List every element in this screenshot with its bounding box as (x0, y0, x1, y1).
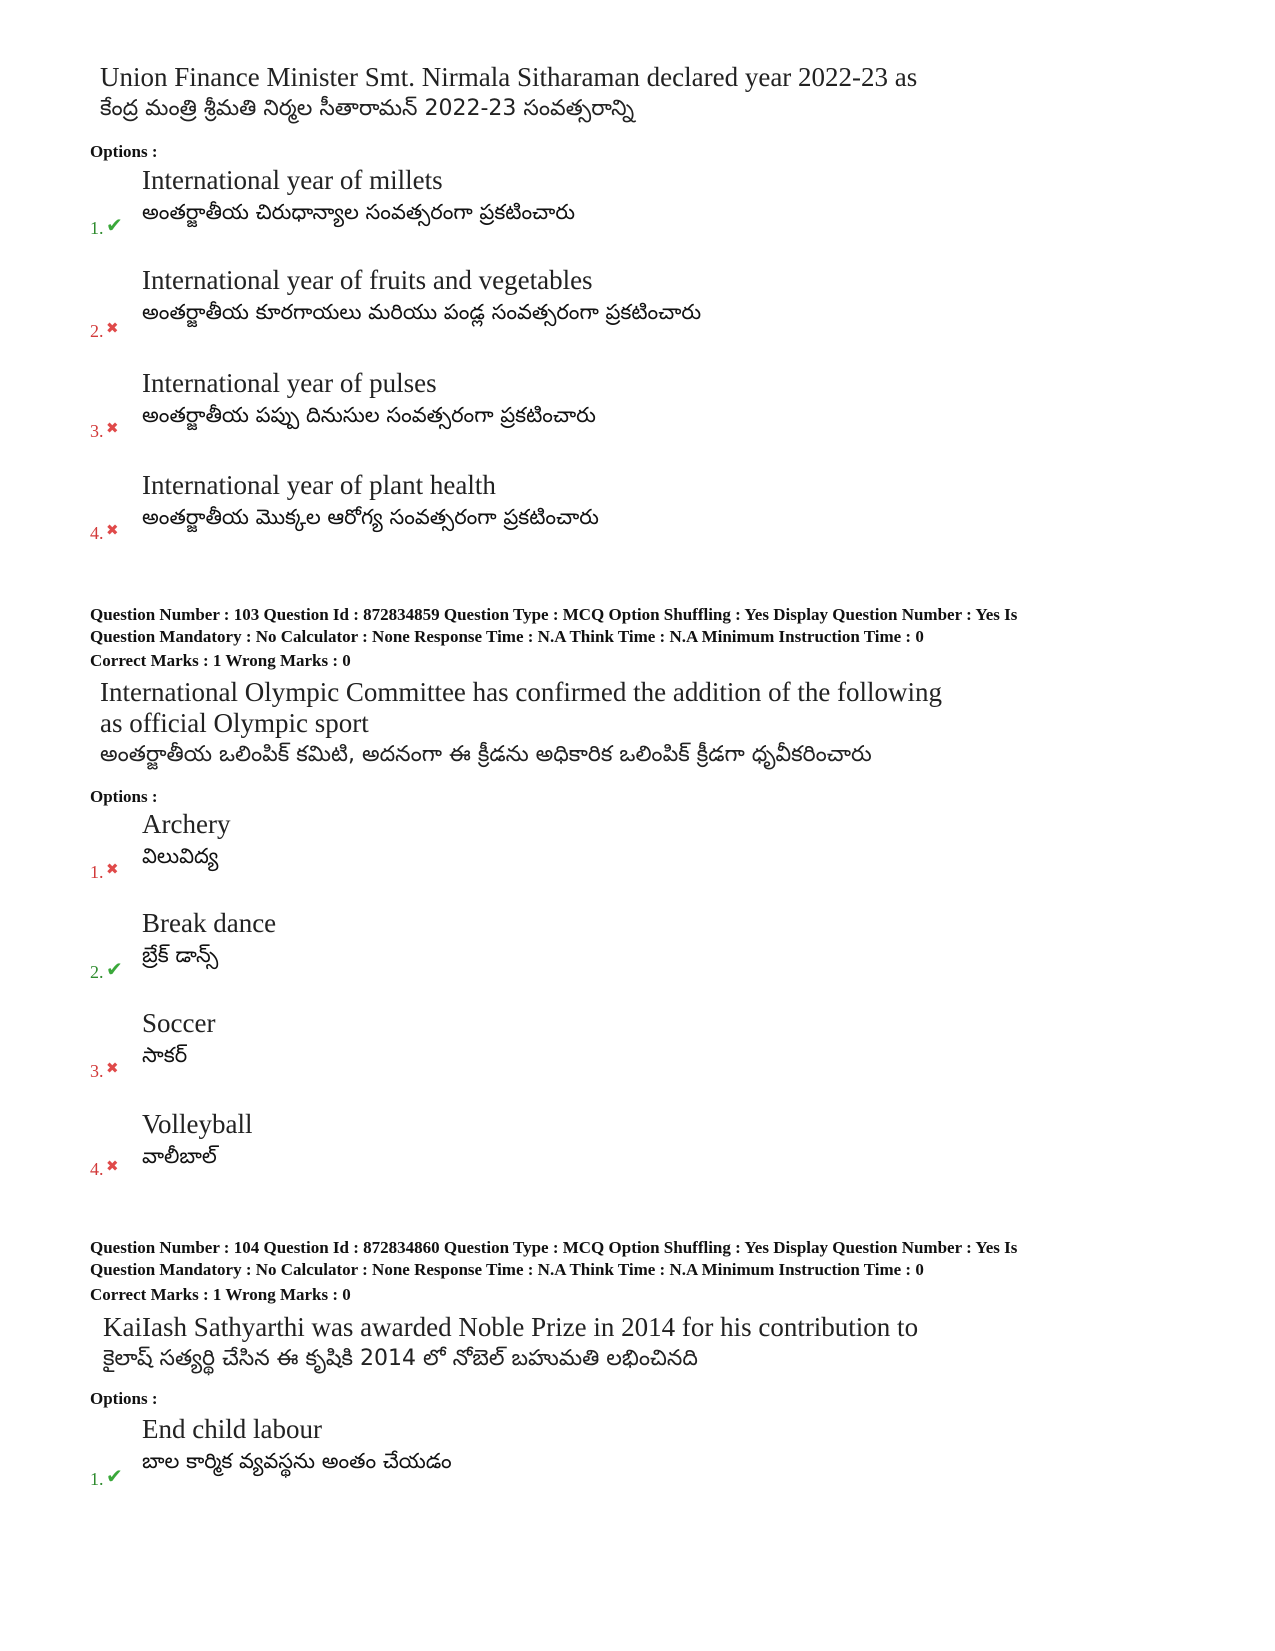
question-102-text-te: కేంద్ర మంత్రి శ్రీమతి నిర్మల సీతారామన్ 2022-23 సంవత్సరాన్ని (100, 96, 635, 121)
q103-option-1 (0, 809, 1275, 899)
q104-option-1-number: 1. (90, 1469, 104, 1489)
q104-option-1 (0, 1414, 1275, 1504)
question-103-text-te: అంతర్జాతీయ ఒలింపిక్ కమిటి, అదనంగా ఈ క్రీడను అధికారిక ఒలింపిక్ క్రీడగా ధృవీకరించారు (100, 742, 872, 767)
question-103-text (100, 677, 942, 771)
question-103-text-en-1: International Olympic Committee has confirmed the addition of the following (100, 677, 943, 707)
q103-option-3 (0, 1008, 1275, 1098)
q102-option-2-number: 2. (90, 321, 104, 341)
q102-option-1-number: 1. (90, 218, 104, 238)
q102-option-1-en: International year of millets (142, 165, 443, 195)
q102-option-4-en: International year of plant health (142, 470, 496, 500)
q104-option-1-te: బాల కార్మిక వ్యవస్థను అంతం చేయడం (142, 1449, 452, 1473)
q103-option-1-en: Archery (142, 809, 231, 839)
q103-meta-line1: Question Number : 103 Question Id : 872834859 Question Type : MCQ Option Shuffling : Yes Display Question Number : Yes Is (90, 605, 1018, 624)
cross-icon: ✖ (106, 1061, 119, 1077)
question-102-text (100, 62, 917, 125)
question-104-text-te: కైలాష్ సత్యర్థి చేసిన ఈ కృషికి 2014 లో నోబెల్ బహుమతి లభించినది (103, 1346, 698, 1371)
q103-meta-line2: Question Mandatory : No Calculator : None Response Time : N.A Think Time : N.A Minimum Instruction Time : 0 (90, 627, 924, 646)
q104-meta-line2: Question Mandatory : No Calculator : None Response Time : N.A Think Time : N.A Minimum Instruction Time : 0 (90, 1260, 924, 1279)
question-102-text-en: Union Finance Minister Smt. Nirmala Sitharaman declared year 2022-23 as (100, 62, 918, 92)
q102-option-3-te: అంతర్జాతీయ పప్పు దినుసుల సంవత్సరంగా ప్రకటించారు (142, 403, 596, 427)
q103-marks: Correct Marks : 1 Wrong Marks : 0 (90, 651, 351, 670)
q103-option-4-en: Volleyball (142, 1109, 253, 1139)
check-icon: ✔ (106, 215, 123, 237)
question-103-text-en-2: as official Olympic sport (100, 708, 369, 738)
q102-option-2-te: అంతర్జాతీయ కూరగాయలు మరియు పండ్ల సంవత్సరంగా ప్రకటించారు (142, 300, 702, 324)
q102-option-3-en: International year of pulses (142, 368, 437, 398)
q103-option-4-number: 4. (90, 1159, 104, 1179)
q102-option-3-number: 3. (90, 421, 104, 441)
q103-option-2-number: 2. (90, 962, 104, 982)
q102-option-1 (0, 165, 1275, 255)
q104-meta (90, 1237, 1200, 1281)
check-icon: ✔ (106, 959, 123, 981)
q102-option-1-te: అంతర్జాతీయ చిరుధాన్యాల సంవత్సరంగా ప్రకటించారు (142, 200, 576, 224)
q103-option-1-number: 1. (90, 862, 104, 882)
q103-option-1-te: విలువిద్య (142, 844, 219, 868)
q104-meta-line1: Question Number : 104 Question Id : 872834860 Question Type : MCQ Option Shuffling : Yes Display Question Number : Yes Is (90, 1238, 1018, 1257)
q103-meta (90, 604, 1200, 648)
q103-option-2-en: Break dance (142, 908, 277, 938)
cross-icon: ✖ (106, 1159, 119, 1175)
q103-option-3-te: సాకర్ (142, 1043, 188, 1067)
question-104-text-en: KaiIash Sathyarthi was awarded Noble Prize in 2014 for his contribution to (103, 1312, 919, 1342)
q102-option-2-en: International year of fruits and vegetables (142, 265, 593, 295)
q103-option-3-en: Soccer (142, 1008, 216, 1038)
q104-option-1-en: End child labour (142, 1414, 322, 1444)
q103-option-4 (0, 1109, 1275, 1199)
cross-icon: ✖ (106, 421, 119, 437)
q103-option-3-number: 3. (90, 1061, 104, 1081)
q103-options-label: Options : (90, 787, 158, 806)
cross-icon: ✖ (106, 523, 119, 539)
q102-option-4-number: 4. (90, 523, 104, 543)
q102-option-2 (0, 265, 1275, 355)
cross-icon: ✖ (106, 321, 119, 337)
check-icon: ✔ (106, 1466, 123, 1488)
q103-option-4-te: వాలీబాల్ (142, 1144, 217, 1168)
q102-option-4 (0, 470, 1275, 560)
q102-option-3 (0, 368, 1275, 458)
q103-option-2 (0, 908, 1275, 998)
q104-options-label: Options : (90, 1389, 158, 1408)
question-104-text (103, 1312, 918, 1375)
q102-options-label: Options : (90, 142, 158, 161)
q104-marks: Correct Marks : 1 Wrong Marks : 0 (90, 1285, 351, 1304)
cross-icon: ✖ (106, 862, 119, 878)
q103-option-2-te: బ్రేక్ డాన్స్ (142, 943, 219, 967)
q102-option-4-te: అంతర్జాతీయ మొక్కల ఆరోగ్య సంవత్సరంగా ప్రకటించారు (142, 505, 599, 529)
